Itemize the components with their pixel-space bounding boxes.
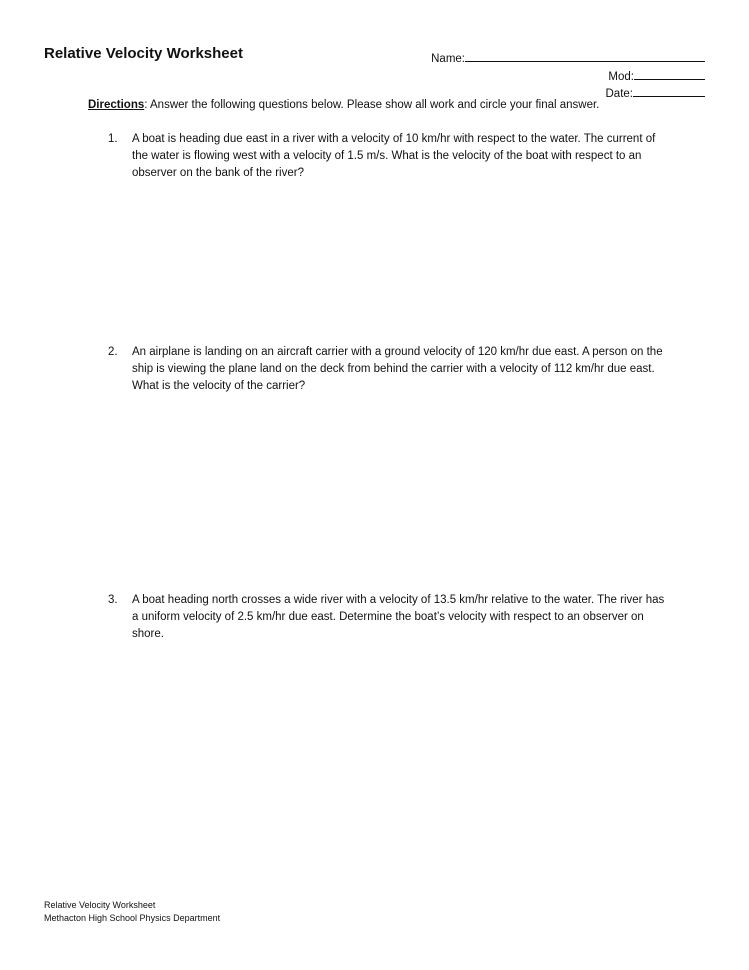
name-label: Name: [431,53,465,65]
question-text: A boat heading north crosses a wide river with a velocity of 13.5 km/hr relative to the water. The river has a uniform velocity of 2.5 km/hr due east. Determine the boat’s velocity with respect to an observer on shore. [132,594,665,640]
mod-field [560,67,705,83]
footer-line-2: Methacton High School Physics Department [44,913,221,923]
question-number: 1. [108,133,118,145]
date-field [560,84,705,100]
question-3 [108,592,668,643]
mod-blank [634,67,705,80]
name-blank [465,49,705,62]
question-text: A boat is heading due east in a river with a velocity of 10 km/hr with respect to the water. The current of the water is flowing west with a velocity of 1.5 m/s. What is the velocity of the boat with respect to an observer on the bank of the river? [132,133,656,179]
page-title: Relative Velocity Worksheet [44,45,243,62]
directions-text: : Answer the following questions below. Please show all work and circle your final answer. [144,99,600,111]
question-2 [108,344,668,395]
mod-label: Mod: [608,71,634,83]
date-blank [633,84,705,97]
date-label: Date: [605,88,633,100]
question-number: 2. [108,346,118,358]
directions-label: Directions [88,99,145,111]
page-footer [44,899,220,925]
question-1 [108,131,668,182]
question-number: 3. [108,594,118,606]
directions [88,99,599,111]
question-text: An airplane is landing on an aircraft carrier with a ground velocity of 120 km/hr due east. A person on the ship is viewing the plane land on the deck from behind the carrier with a velocity of 112 km/hr due east. What is the velocity of the carrier? [132,346,663,392]
name-field [428,49,705,65]
footer-line-1: Relative Velocity Worksheet [44,900,156,910]
